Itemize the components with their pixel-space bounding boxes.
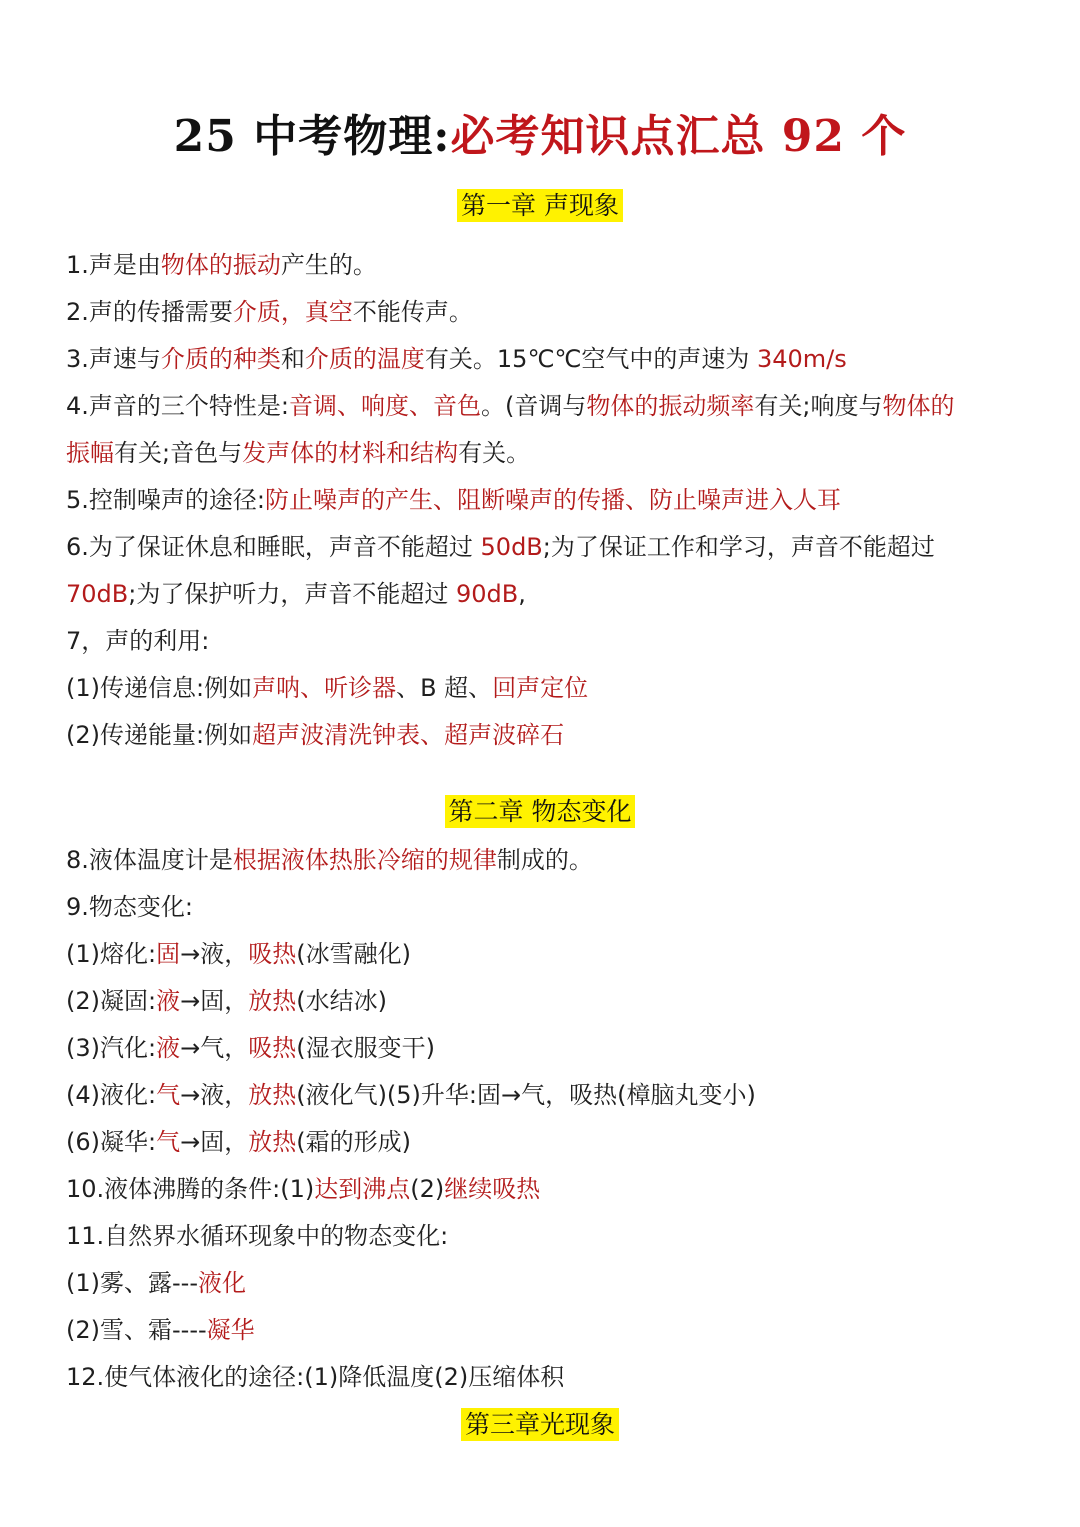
title-highlight: 必考知识点汇总 92 个 [450, 111, 907, 162]
body-text: 7，声的利用: [66, 627, 210, 655]
body-text: 有关。15℃℃空气中的声速为 [424, 345, 757, 373]
highlight-text: 70dB [66, 580, 129, 608]
highlight-text: 介质的温度 [304, 345, 425, 373]
body-text: 6.为了保证休息和睡眠，声音不能超过 [66, 533, 481, 561]
body-text: (1)雾、露--- [66, 1269, 198, 1297]
highlight-text: 回声定位 [492, 674, 589, 702]
highlight-text: 气 [156, 1128, 181, 1156]
text-line [66, 715, 1026, 755]
body-text: 4.声音的三个特性是: [66, 392, 289, 420]
text-line [66, 981, 1026, 1021]
text-line [66, 574, 1026, 614]
highlight-text: 超声波清洗钟表、超声波碎石 [252, 721, 565, 749]
body-text: 3.声速与 [66, 345, 161, 373]
text-line [66, 1263, 1026, 1303]
body-text: 产生的。 [280, 251, 377, 279]
highlight-text: 介质，真空 [232, 298, 353, 326]
body-text: →固， [180, 1128, 249, 1156]
body-text: (2)雪、霜---- [66, 1316, 207, 1344]
highlight-text: 液 [156, 1034, 181, 1062]
highlight-text: 吸热 [248, 1034, 297, 1062]
highlight-text: 防止噪声的产生、阻断噪声的传播、防止噪声进入人耳 [264, 486, 841, 514]
text-line [66, 433, 1026, 473]
body-text: 11.自然界水循环现象中的物态变化: [66, 1222, 449, 1250]
body-text: (2) [410, 1175, 445, 1203]
body-text: 8.液体温度计是 [66, 846, 233, 874]
body-text: 有关。 [458, 439, 531, 467]
chapter-heading-2 [0, 792, 1080, 832]
chapter-label: 第三章光现象 [461, 1408, 619, 1441]
highlight-text: 物体的振动 [160, 251, 281, 279]
body-text: →气， [180, 1034, 249, 1062]
body-text: 5.控制噪声的途径: [66, 486, 265, 514]
chapter-label: 第二章 物态变化 [445, 795, 636, 828]
highlight-text: 声呐、听诊器 [252, 674, 397, 702]
body-text: 、B 超、 [396, 674, 493, 702]
highlight-text: 根据液体热胀冷缩的规律 [232, 846, 497, 874]
body-text: 2.声的传播需要 [66, 298, 233, 326]
body-text: 。(音调与 [480, 392, 587, 420]
highlight-text: 发声体的材料和结构 [242, 439, 459, 467]
text-line [66, 527, 1026, 567]
body-text: (冰雪融化) [296, 940, 411, 968]
highlight-text: 凝华 [206, 1316, 255, 1344]
body-text: →液， [180, 1081, 249, 1109]
highlight-text: 继续吸热 [444, 1175, 541, 1203]
highlight-text: 放热 [248, 1128, 297, 1156]
highlight-text: 物体的 [882, 392, 955, 420]
highlight-text: 340m/s [756, 345, 847, 373]
body-text: (6)凝华: [66, 1128, 157, 1156]
chapter-label: 第一章 声现象 [457, 189, 623, 222]
highlight-text: 气 [156, 1081, 181, 1109]
chapter-heading-1 [0, 186, 1080, 226]
highlight-text: 液 [156, 987, 181, 1015]
body-text: 有关;响度与 [754, 392, 883, 420]
body-text: (2)凝固: [66, 987, 157, 1015]
body-text: (2)传递能量:例如 [66, 721, 253, 749]
body-text: (水结冰) [296, 987, 387, 1015]
body-text: →液， [180, 940, 249, 968]
body-text: (湿衣服变干) [296, 1034, 435, 1062]
highlight-text: 放热 [248, 1081, 297, 1109]
title-prefix: 25 中考物理: [173, 111, 451, 162]
highlight-text: 液化 [197, 1269, 246, 1297]
body-text: 制成的。 [496, 846, 593, 874]
text-line [66, 339, 1026, 379]
body-text: (1)熔化: [66, 940, 157, 968]
body-text: 9.物态变化: [66, 893, 193, 921]
body-text: , [518, 580, 526, 608]
text-line [66, 1122, 1026, 1162]
highlight-text: 物体的振动频率 [586, 392, 755, 420]
body-text: (3)汽化: [66, 1034, 157, 1062]
text-line [66, 1028, 1026, 1068]
highlight-text: 介质的种类 [160, 345, 281, 373]
text-line [66, 840, 1026, 880]
body-text: 不能传声。 [352, 298, 473, 326]
highlight-text: 音调、响度、音色 [288, 392, 481, 420]
body-text: (霜的形成) [296, 1128, 411, 1156]
body-text: (4)液化: [66, 1081, 157, 1109]
text-line [66, 1169, 1026, 1209]
highlight-text: 90dB [455, 580, 519, 608]
text-line [66, 887, 1026, 927]
body-text: 和 [280, 345, 305, 373]
body-text: →固， [180, 987, 249, 1015]
highlight-text: 吸热 [248, 940, 297, 968]
body-text: (1)传递信息:例如 [66, 674, 253, 702]
page-title [0, 100, 1080, 164]
text-line [66, 480, 1026, 520]
text-line [66, 668, 1026, 708]
chapter-heading-3 [0, 1405, 1080, 1445]
text-line [66, 1075, 1026, 1115]
highlight-text: 振幅 [66, 439, 114, 467]
text-line [66, 386, 1026, 426]
body-text: (液化气)(5)升华:固→气，吸热(樟脑丸变小) [296, 1081, 756, 1109]
highlight-text: 放热 [248, 987, 297, 1015]
body-text: 1.声是由 [66, 251, 161, 279]
body-text: 12.使气体液化的途径:(1)降低温度(2)压缩体积 [66, 1363, 565, 1391]
text-line [66, 1216, 1026, 1256]
body-text: ;为了保证工作和学习，声音不能超过 [542, 533, 935, 561]
text-line [66, 245, 1026, 285]
highlight-text: 固 [156, 940, 181, 968]
text-line [66, 934, 1026, 974]
text-line [66, 621, 1026, 661]
text-line [66, 1357, 1026, 1397]
highlight-text: 达到沸点 [314, 1175, 411, 1203]
body-text: 有关;音色与 [114, 439, 243, 467]
text-line [66, 1310, 1026, 1350]
text-line [66, 292, 1026, 332]
body-text: ;为了保护听力，声音不能超过 [128, 580, 456, 608]
highlight-text: 50dB [480, 533, 543, 561]
body-text: 10.液体沸腾的条件:(1) [66, 1175, 315, 1203]
